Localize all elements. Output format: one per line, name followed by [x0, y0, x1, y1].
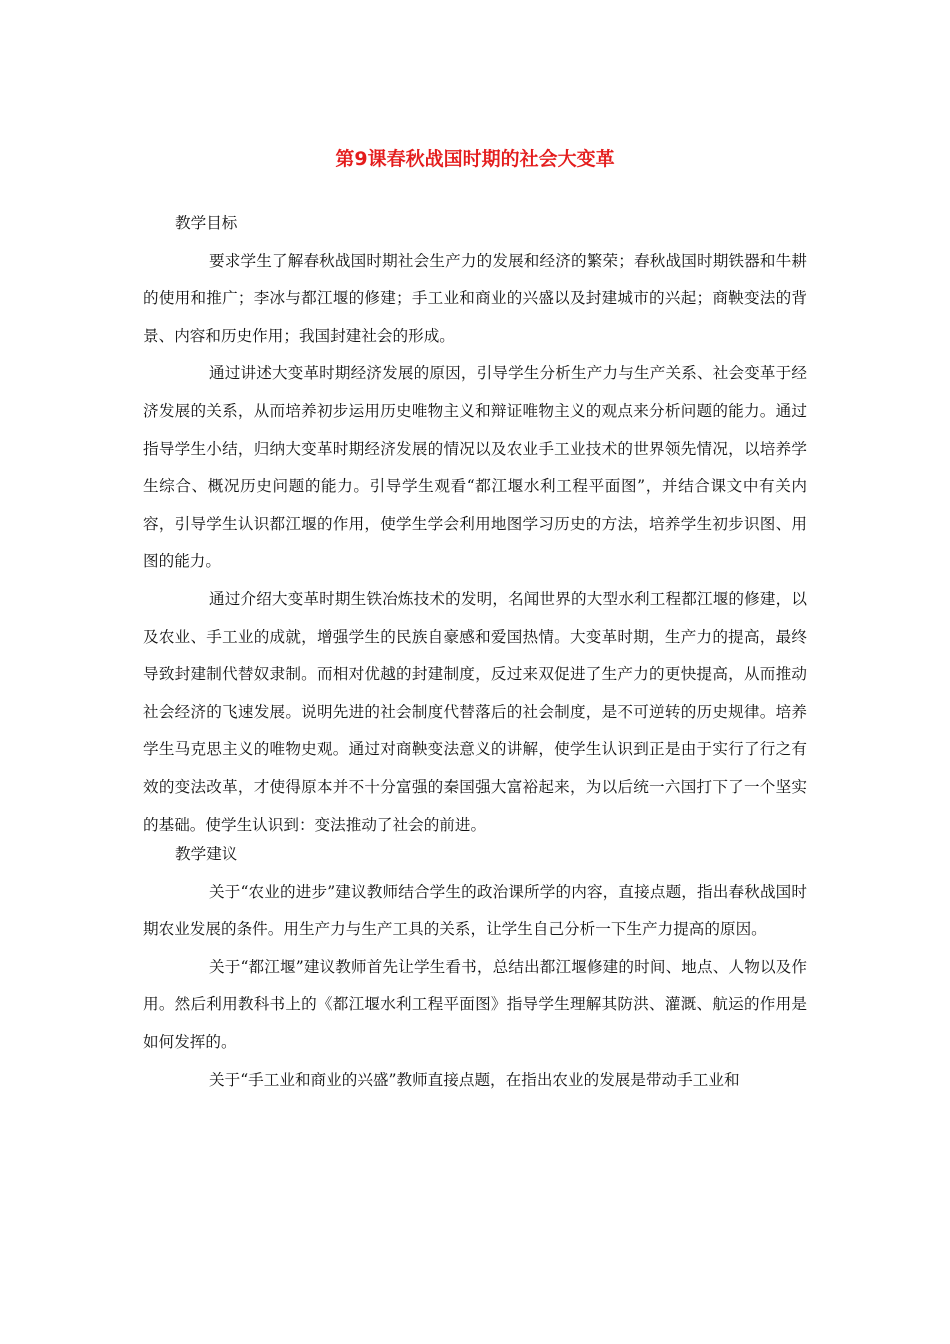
- section-heading-objectives: 教学目标: [175, 214, 238, 232]
- objectives-paragraph-3: 通过介绍大变革时期生铁冶炼技术的发明，名闻世界的大型水利工程都江堰的修建，以及农业、手工业的成就，增强学生的民族自豪感和爱国热情。大变革时期，生产力的提高，最终导致封建制代替奴隶制。而相对优越的封建制度，反过来双促进了生产力的更快提高，从而推动社会经济的飞速发展。说明先进的社会制度代替落后的社会制度，是不可逆转的历史规律。培养学生马克思主义的唯物史观。通过对商鞅变法意义的讲解，使学生认识到正是由于实行了行之有效的变法改革，才使得原本并不十分富强的秦国强大富裕起来，为以后统一六国打下了一个坚实的基础。使学生认识到：变法推动了社会的前进。: [143, 589, 807, 834]
- objectives-paragraph-1: 要求学生了解春秋战国时期社会生产力的发展和经济的繁荣；春秋战国时期铁器和牛耕的使用和推广；李冰与都江堰的修建；手工业和商业的兴盛以及封建城市的兴起；商鞅变法的背景、内容和历史作用；我国封建社会的形成。: [143, 251, 807, 345]
- suggestions-paragraph-1: 关于“农业的进步”建议教师结合学生的政治课所学的内容，直接点题，指出春秋战国时期农业发展的条件。用生产力与生产工具的关系，让学生自己分析一下生产力提高的原因。: [143, 882, 807, 939]
- document-title: 第9课春秋战国时期的社会大变革: [335, 148, 615, 170]
- objectives-paragraph-2: 通过讲述大变革时期经济发展的原因，引导学生分析生产力与生产关系、社会变革于经济发展的关系，从而培养初步运用历史唯物主义和辩证唯物主义的观点来分析问题的能力。通过指导学生小结，归纳大变革时期经济发展的情况以及农业手工业技术的世界领先情况，以培养学生综合、概况历史问题的能力。引导学生观看“都江堰水利工程平面图”，并结合课文中有关内容，引导学生认识都江堰的作用，使学生学会利用地图学习历史的方法，培养学生初步识图、用图的能力。: [143, 364, 807, 571]
- section-heading-suggestions: 教学建议: [175, 845, 238, 864]
- suggestions-paragraph-2: 关于“都江堰”建议教师首先让学生看书，总结出都江堰修建的时间、地点、人物以及作用。然后利用教科书上的《都江堰水利工程平面图》指导学生理解其防洪、灌溉、航运的作用是如何发挥的。: [143, 957, 807, 1052]
- suggestions-paragraph-3: 关于“手工业和商业的兴盛”教师直接点题，在指出农业的发展是带动手工业和: [209, 1070, 740, 1089]
- document-body: [143, 205, 807, 1099]
